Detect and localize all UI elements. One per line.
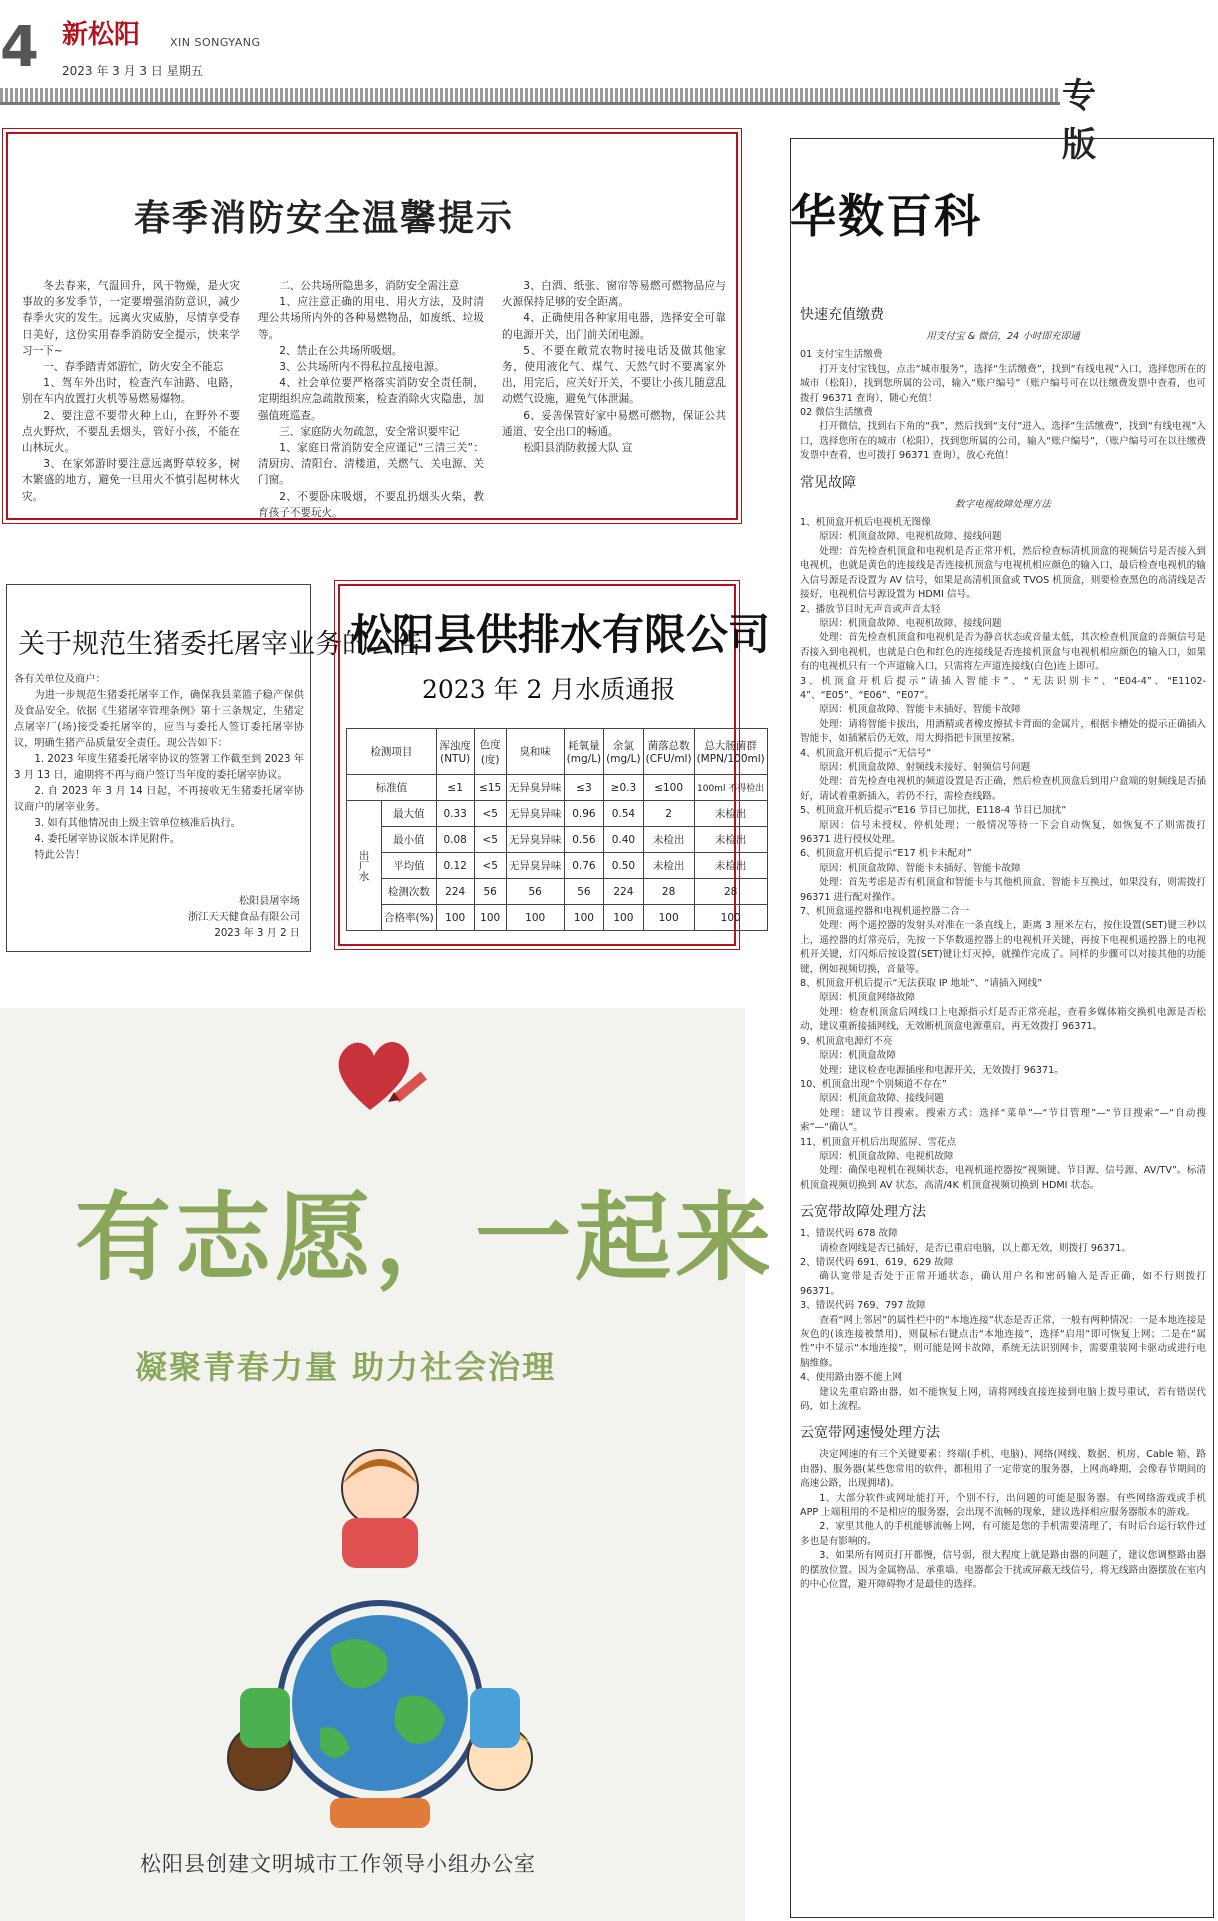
paragraph: 4、社会单位要严格落实消防安全责任制，定期组织应急疏散预案，检查消除火灾隐患，加强值班巡查。 bbox=[258, 377, 484, 422]
paragraph: 3、错误代码 769、797 故障 bbox=[800, 1300, 926, 1312]
paragraph: 处理：建议节目搜索。搜索方式：选择“菜单”—“节目管理”—“节目搜索”—“自动搜索”—“确认”。 bbox=[800, 1107, 1206, 1134]
paragraph: 2、家里其他人的手机能够流畅上网，有可能是您的手机需要清理了，有时后台运行软件过多也是有影响的。 bbox=[800, 1521, 1206, 1547]
page-number: 4 bbox=[0, 15, 39, 80]
paragraph: 3、在家郊游时要注意远离野草较多，树木繁盛的地方，避免一旦用火不慎引起树林火灾。 bbox=[22, 458, 240, 503]
header-rule-line bbox=[0, 102, 1060, 105]
table-cell: 0.56 bbox=[564, 827, 603, 853]
paragraph: 1. 2023 年度生猪委托屠宰协议的签署工作截至到 2023 年 3 月 13 日，逾期将不再与商户签订当年度的委托屠宰协议。 bbox=[14, 754, 304, 781]
table-cell: 未检出 bbox=[643, 853, 694, 879]
table-header: 臭和味 bbox=[506, 729, 564, 775]
table-cell: 100 bbox=[474, 905, 506, 931]
paragraph: 处理：首先检查机顶盒和电视机是否为静音状态或音量太低，其次检查机顶盒的音频信号是否接入到电视机，也就是白色和红色的连接线是否连接机顶盒与电视机相应颜色的输入口，如果有的电视机只有一个声道输入口，只需将左声道连接线(白色)连上即可。 bbox=[800, 632, 1206, 673]
paragraph: 建议先重启路由器，如不能恢复上网，请将网线直接连接到电脑上拨号重试，若有错误代码，如上流程。 bbox=[800, 1386, 1206, 1413]
paragraph: 2023 年 3 月 2 日 bbox=[214, 928, 300, 939]
table-cell: 未检出 bbox=[694, 853, 767, 879]
paragraph: 3、机顶盒开机后提示“请插入智能卡”、“无法识别卡”、“E04-4”、“E1102-4”、“E05”、“E06”、“E07”。 bbox=[800, 675, 1206, 701]
paragraph: 1、错误代码 678 故障 bbox=[800, 1228, 898, 1240]
paragraph: 4、正确使用各种家用电器，选择安全可靠的电源开关，出门前关闭电源。 bbox=[502, 312, 726, 341]
table-cell: 2 bbox=[643, 801, 694, 827]
table-cell: 28 bbox=[643, 879, 694, 905]
table-cell: 0.50 bbox=[604, 853, 643, 879]
paragraph: 2. 自 2023 年 3 月 14 日起，不再接收无生猪委托屠宰协议商户的屠宰业务。 bbox=[14, 786, 304, 813]
paragraph: 2、不要卧床吸烟，不要乱扔烟头火柴，教育孩子不要玩火。 bbox=[258, 490, 484, 519]
paragraph: 原因：机顶盒故障、智能卡未插好、智能卡故障 bbox=[819, 862, 1021, 874]
table-cell: 0.12 bbox=[436, 853, 474, 879]
table-cell: 100 bbox=[643, 905, 694, 931]
table-group-label: 出厂水 bbox=[347, 801, 382, 931]
paragraph: 处理：建议检查电源插座和电源开关，无效拨打 96371。 bbox=[819, 1064, 1064, 1076]
paragraph: 1、应注意正确的用电、用火方法，及时清理公共场所内外的各种易燃物品，如废纸、垃圾等。 bbox=[258, 296, 484, 341]
fire-safety-title: 春季消防安全温馨提示 bbox=[134, 197, 515, 239]
paragraph: 松阳县屠宰场 bbox=[238, 896, 300, 907]
paragraph: 原因：机顶盒故障、电视机故障 bbox=[819, 1150, 954, 1162]
paragraph: 01 支付宝生活缴费 bbox=[800, 349, 883, 361]
paragraph: 9、机顶盒电源灯不亮 bbox=[800, 1035, 893, 1047]
paragraph: 处理：首先考虑是否有机顶盒和智能卡与其他机顶盒、智能卡互换过，如果没有，则需拨打 96371 进行配对操作。 bbox=[800, 877, 1206, 903]
table-header: 菌落总数(CFU/ml) bbox=[643, 729, 694, 775]
poster-headline: 有志愿，一起来 bbox=[75, 1182, 775, 1294]
paragraph: 原因：机顶盒故障、电视机故障、接线问题 bbox=[819, 617, 1002, 629]
paragraph: 4、机顶盒开机后提示“无信号” bbox=[800, 747, 932, 759]
paragraph: 冬去春来，气温回升，风干物燥，是火灾事故的多发季节，一定要增强消防意识，减少春季火灾的发生。远离火灾威胁，尽情享受春日美好，这份实用春季消防安全提示，快来学习一下~ bbox=[22, 280, 240, 357]
poster-footer: 松阳县创建文明城市工作领导小组办公室 bbox=[140, 1852, 536, 1876]
huashu-body bbox=[800, 296, 1206, 1593]
paragraph: 3. 如有其他情况由上级主管单位核准后执行。 bbox=[34, 818, 241, 829]
table-header: 色度(度) bbox=[474, 729, 506, 775]
paragraph: 2、禁止在公共场所吸烟。 bbox=[279, 344, 403, 357]
table-cell: 224 bbox=[604, 879, 643, 905]
table-cell: 56 bbox=[564, 879, 603, 905]
paragraph: 三、家庭防火勿疏忽，安全常识要牢记 bbox=[279, 425, 460, 438]
paragraph: 处理：确保电视机在视频状态，电视机遥控器按“视频键、节目源、信号源、AV/TV”。标清机顶盒视频切换到 AV 状态，高清/4K 机顶盒视频切换到 HDMI 状态。 bbox=[800, 1165, 1206, 1191]
section-label: 专版 bbox=[1062, 76, 1142, 165]
table-cell: ≤15 bbox=[474, 775, 506, 801]
table-cell: ≤3 bbox=[564, 775, 603, 801]
table-cell: 无异臭异味 bbox=[506, 853, 564, 879]
table-row-label: 检测次数 bbox=[382, 879, 437, 905]
table-header: 浑浊度(NTU) bbox=[436, 729, 474, 775]
paragraph: 11、机顶盒开机后出现蓝屏、雪花点 bbox=[800, 1136, 957, 1148]
paragraph: 确认宽带是否处于正常开通状态，确认用户名和密码输入是否正确，如不行则拨打 96371。 bbox=[800, 1271, 1206, 1297]
paragraph: 浙江天天健食品有限公司 bbox=[187, 912, 300, 923]
paragraph: 3、如果所有网页打开都慢，信号弱，很大程度上就是路由器的问题了，建议您调整路由器的摆放位置。因为金属物品、承重墙、电器都会干扰或屏蔽无线信号，将无线路由器摆放在室内的中心位置，避开障碍物才是最佳的选择。 bbox=[800, 1550, 1206, 1591]
table-cell: 100 bbox=[564, 905, 603, 931]
table-row-label: 最小值 bbox=[382, 827, 437, 853]
paragraph: 6、机顶盒开机后提示“E17 机卡未配对” bbox=[800, 848, 972, 860]
fire-col-2 bbox=[258, 278, 484, 521]
paragraph: 二、公共场所隐患多，消防安全需注意 bbox=[279, 280, 460, 292]
paragraph: 处理：检查机顶盒后网线口上电源指示灯是否正常亮起，查看多媒体箱交换机电源是否松动，建议重新接插网线，无效断机顶盒电源重启，再无效拨打 96371。 bbox=[800, 1006, 1206, 1033]
paragraph: 1、机顶盒开机后电视机无图像 bbox=[800, 517, 931, 529]
paragraph: 3、白酒、纸张、窗帘等易燃可燃物品应与火源保持足够的安全距离。 bbox=[502, 280, 726, 309]
paragraph: 原因：机顶盒故障、接线问题 bbox=[819, 1093, 944, 1105]
paragraph: 8、机顶盒开机后提示“无法获取 IP 地址”、“请插入网线” bbox=[800, 978, 1043, 990]
table-cell: 未检出 bbox=[694, 827, 767, 853]
header-rule bbox=[0, 88, 1060, 102]
paragraph: 1、驾车外出时，检查汽车油路、电路，别在车内放置打火机等易燃易爆物。 bbox=[22, 377, 240, 406]
section-heading: 云宽带网速慢处理方法 bbox=[800, 1425, 940, 1442]
table-cell: 56 bbox=[506, 879, 564, 905]
paragraph: 2、播放节目时无声音或声音太轻 bbox=[800, 603, 941, 615]
heart-pencil-icon bbox=[330, 1030, 440, 1120]
table-cell: 100 bbox=[694, 905, 767, 931]
paragraph: 处理：两个遥控器的发射头对准在一条直线上，距离 3 厘米左右，按住设置(SET)键三秒以上，遥控器的灯常亮后，先按一下华数遥控器上的电视机开关键，再按下电视机遥控器上的电视机开关键，灯闪烁后按设置(SET)键让灯灭掉，就操作完成了。同样的步骤可以对接其他的功能键，例如视频切换，音量等。 bbox=[800, 920, 1206, 975]
fire-col-1 bbox=[22, 278, 240, 505]
paragraph: 为进一步规范生猪委托屠宰工作，确保我县菜篮子稳产保供及食品安全。依据《生猪屠宰管理条例》第十三条规定，生猪定点屠宰厂(场)接受委托屠宰的，应当与委托人签订委托屠宰协议，明确生猪产品质量安全责任。现公告如下： bbox=[14, 690, 304, 749]
pig-notice-signature bbox=[140, 894, 300, 942]
table-cell: 0.08 bbox=[436, 827, 474, 853]
table-cell: 0.96 bbox=[564, 801, 603, 827]
paragraph: 特此公告！ bbox=[34, 850, 86, 861]
paragraph: 查看“网上邻居”的属性栏中的“本地连接”状态是否正常，一般有两种情况：一是本地连接是灰色的(该连接被禁用)，则鼠标右键点击“本地连接”，选择“启用”即可恢复上网；二是在“属性”中不显示“本地连接”，则可能是网卡故障，系统无法识别网卡，需要重装网卡驱动或进行电脑维修。 bbox=[800, 1314, 1206, 1369]
table-cell: 100ml 不得检出 bbox=[694, 775, 767, 801]
huashu-title: 华数百科 bbox=[790, 189, 982, 243]
table-cell: 100 bbox=[506, 905, 564, 931]
table-header: 总大肠菌群(MPN/100ml) bbox=[694, 729, 767, 775]
water-report-subtitle: 2023 年 2 月水质通报 bbox=[422, 675, 676, 704]
section-heading: 常见故障 bbox=[800, 474, 856, 491]
paragraph: 5、不要在敞荒农物时接电话及做其他家务，使用液化气、煤气、天然气时不要离家外出，用完后，应关好开关，不要让小孩儿随意乱动燃气设施，避免气体泄漏。 bbox=[502, 344, 726, 406]
paragraph: 用支付宝 & 微信，24 小时即充即通 bbox=[926, 331, 1080, 342]
table-row-label: 标准值 bbox=[347, 775, 437, 801]
issue-date: 2023 年 3 月 3 日 星期五 bbox=[62, 64, 203, 78]
section-heading: 快速充值缴费 bbox=[800, 307, 884, 323]
paragraph: 原因：信号未授权、停机处理；一般情况等待一下会自动恢复，如恢复不了则需拨打 96371 进行授权处理。 bbox=[800, 819, 1206, 845]
paragraph: 7、机顶盒遥控器和电视机遥控器二合一 bbox=[800, 906, 970, 918]
water-company-title: 松阳县供排水有限公司 bbox=[350, 610, 771, 659]
paragraph: 原因：机顶盒故障、射频线未接好、射频信号问题 bbox=[819, 761, 1031, 773]
water-quality-table-wrap bbox=[346, 728, 768, 931]
paragraph: 原因：机顶盒网络故障 bbox=[819, 992, 916, 1004]
paragraph: 原因：机顶盒故障、智能卡未插好、智能卡故障 bbox=[819, 704, 1021, 716]
paragraph: 02 微信生活缴费 bbox=[800, 407, 873, 419]
table-cell: ≥0.3 bbox=[604, 775, 643, 801]
fire-col-3 bbox=[502, 278, 726, 456]
table-cell: 0.40 bbox=[604, 827, 643, 853]
paragraph: 处理：请将智能卡拔出，用酒精或者橡皮擦拭卡背面的金属片，根据卡槽处的提示正确插入智能卡，如插紧后仍无效，用大拇指把卡顶里按紧。 bbox=[800, 718, 1206, 745]
paragraph: 原因：机顶盒故障 bbox=[819, 1050, 896, 1062]
paragraph: 2、要注意不要带火种上山，在野外不要点火野炊，不要乱丢烟头，管好小孩，不能在山林玩火。 bbox=[22, 409, 240, 455]
paragraph: 数字电视故障处理方法 bbox=[955, 498, 1051, 510]
water-quality-table bbox=[346, 728, 768, 931]
paragraph: 2、错误代码 691、619、629 故障 bbox=[800, 1256, 954, 1268]
paragraph: 6、妥善保管好家中易燃可燃物，保证公共通道、安全出口的畅通。 bbox=[502, 409, 726, 438]
table-cell: <5 bbox=[474, 801, 506, 827]
paragraph: 10、机顶盒出现“个别频道不存在” bbox=[800, 1078, 947, 1090]
table-row-label: 平均值 bbox=[382, 853, 437, 879]
section-heading: 云宽带故障处理方法 bbox=[800, 1204, 926, 1221]
paragraph: 原因：机顶盒故障、电视机故障、接线问题 bbox=[819, 531, 1002, 543]
table-cell: 无异臭异味 bbox=[506, 827, 564, 853]
paragraph: 处理：首先检查机顶盒和电视机是否正常开机，然后检查标清机顶盒的视频信号是否接入到电视机，也就是黄色的连接线是否连接机顶盒与电视机相应颜色的输入口，最后检查电视机的输入信号源是否设置为 AV 信号，如果是高清机顶盒或 TVOS 机顶盒，则要检查黑色的高清线是否接好，电视机信号源设置为 HDMI 信号。 bbox=[800, 545, 1206, 601]
table-cell: ≤100 bbox=[643, 775, 694, 801]
paragraph: 1、家庭日常消防安全应谨记“三清三关”：清厨房、清阳台、清楼道，关燃气、关电源、关门窗。 bbox=[258, 442, 484, 487]
paragraph: 松阳县消防救援大队 宣 bbox=[523, 442, 633, 455]
table-cell: 100 bbox=[436, 905, 474, 931]
paragraph: 各有关单位及商户： bbox=[14, 674, 106, 685]
table-row-label: 合格率(%) bbox=[382, 905, 437, 931]
paragraph: 3、公共场所内不得私拉乱接电源。 bbox=[279, 361, 445, 374]
table-cell: 无异臭异味 bbox=[506, 801, 564, 827]
children-globe-illustration bbox=[200, 1438, 560, 1838]
table-cell: <5 bbox=[474, 827, 506, 853]
paragraph: 打开支付宝钱包，点击“城市服务”，选择“生活缴费”，找到“有线电视”入口，选择您所在的城市（松阳），找到您所属的公司，输入“账户编号”（账户编号可在以往缴费发票中查看，也可拨打 96371 查询），随心充值！ bbox=[800, 363, 1206, 404]
paragraph: 请检查网线是否已插好，是否已重启电脑，以上都无效，则拨打 96371。 bbox=[819, 1242, 1131, 1254]
paragraph: 4. 委托屠宰协议版本详见附件。 bbox=[34, 834, 180, 845]
table-header: 耗氧量(mg/L) bbox=[564, 729, 603, 775]
table-cell: 未检出 bbox=[643, 827, 694, 853]
table-cell: 无异臭异味 bbox=[506, 775, 564, 801]
table-cell: <5 bbox=[474, 853, 506, 879]
pig-notice-body bbox=[14, 672, 304, 864]
table-header: 检测项目 bbox=[347, 729, 437, 775]
poster-slogan: 凝聚青春力量 助力社会治理 bbox=[135, 1348, 557, 1386]
paragraph: 决定网速的有三个关键要素：终端(手机、电脑)、网络(网线、数据、机房、Cable 箱、路由器)、服务器(某些您常用的软件，都租用了一定带宽的服务器，上网高峰期，会像春节期间的高速公路，出现拥堵)。 bbox=[800, 1449, 1206, 1490]
table-cell: 100 bbox=[604, 905, 643, 931]
table-cell: 未检出 bbox=[694, 801, 767, 827]
paper-name-en: XIN SONGYANG bbox=[170, 36, 261, 49]
table-cell: 0.54 bbox=[604, 801, 643, 827]
paragraph: 处理：首先检查电视机的频道设置是否正确，然后检查机顶盒后到用户盒端的射频线是否插好，请试着重新插入，若仍不行，需检查线路。 bbox=[800, 776, 1206, 802]
table-cell: ≤1 bbox=[436, 775, 474, 801]
table-cell: 0.76 bbox=[564, 853, 603, 879]
paragraph: 5、机顶盒开机后提示“E16 节目已加扰，E118-4 节目已加扰” bbox=[800, 805, 1067, 817]
paragraph: 1、大部分软件或网址能打开，个别不行，出问题的可能是服务器。有些网络游戏或手机 APP 上端租用的不是相应的服务器，会出现不流畅的现象，建议选择相应服务器版本的游戏。 bbox=[800, 1492, 1206, 1519]
table-cell: 224 bbox=[436, 879, 474, 905]
table-header: 余氯(mg/L) bbox=[604, 729, 643, 775]
table-row-label: 最大值 bbox=[382, 801, 437, 827]
paragraph: 4、使用路由器不能上网 bbox=[800, 1372, 903, 1384]
paper-name: 新松阳 bbox=[62, 20, 141, 50]
paragraph: 一、春季踏青郊游忙，防火安全不能忘 bbox=[43, 361, 224, 374]
table-cell: 56 bbox=[474, 879, 506, 905]
table-cell: 0.33 bbox=[436, 801, 474, 827]
paragraph: 打开微信，找到右下角的“我”，然后找到“支付”进入，选择“生活缴费”，找到“有线电视”入口，选择您所在的城市（松阳），找到您所属的公司，输入“账户编号”，（账户编号可在以往缴费发票中查看，也可拨打 96371 查询），放心充值！ bbox=[800, 421, 1206, 462]
pig-notice-title: 关于规范生猪委托屠宰业务的公告 bbox=[18, 629, 423, 660]
table-cell: 28 bbox=[694, 879, 767, 905]
